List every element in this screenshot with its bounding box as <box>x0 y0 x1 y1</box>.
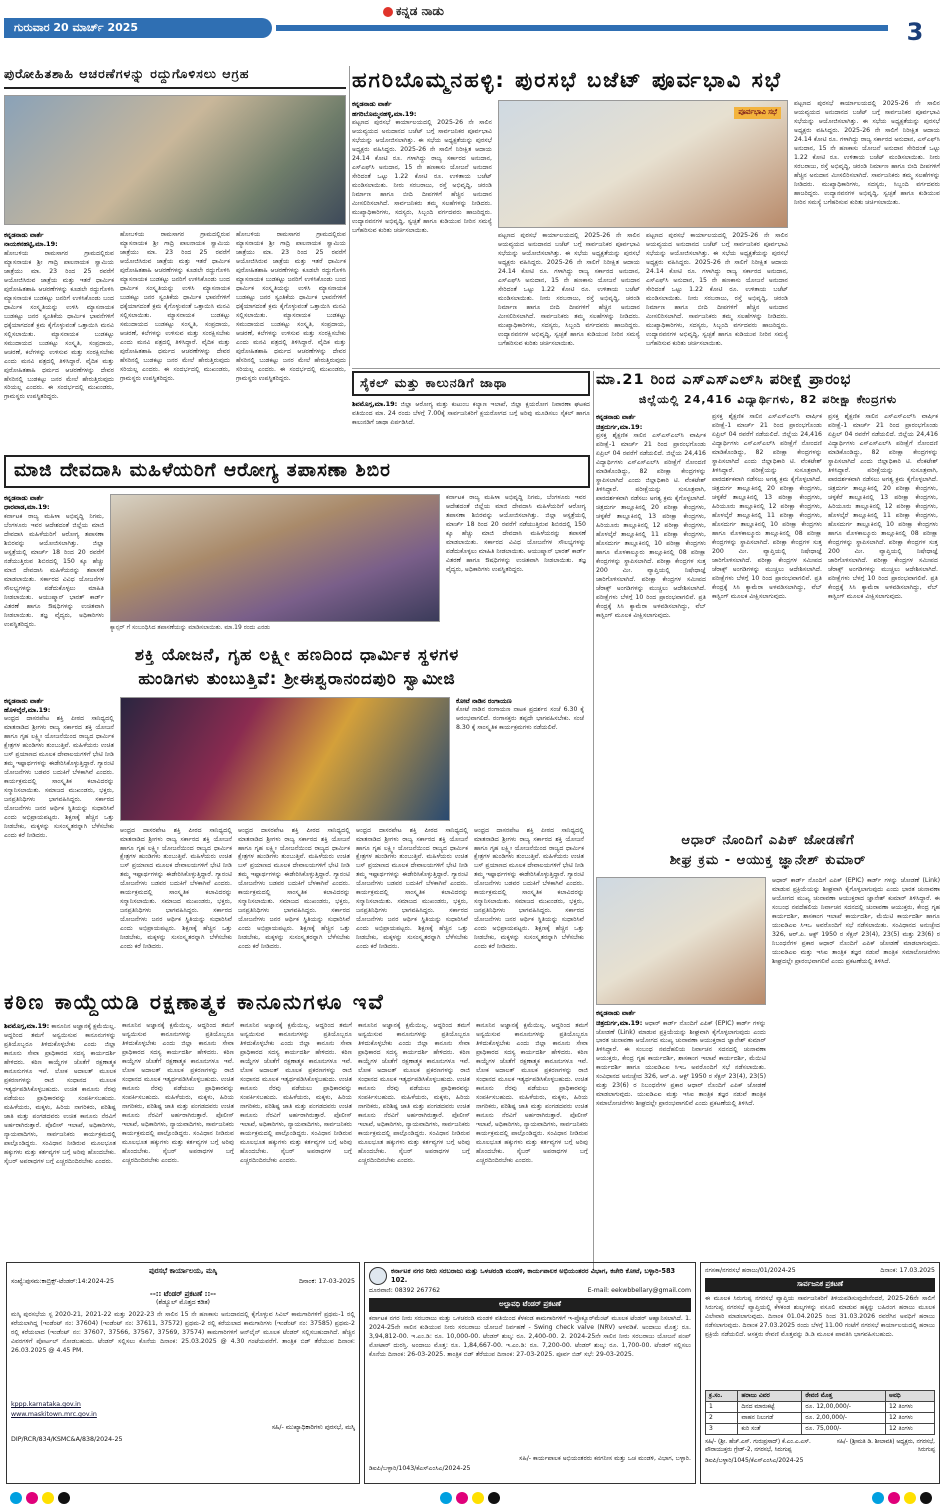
notice-phone: ದೂರವಾಣಿ: 08392 267762 <box>369 1287 441 1294</box>
story-body-col2: ಹೋಬಳಿಯ ರಾಮಸಾಗರ ಗ್ರಾಮದಲ್ಲಿರುವ ಮ್ಯಾಸನಾಯಕ ಶ್ರೀ ಗಾದ್ರಿ ಪಾಲನಾಯಕ ಸ್ವಾಮಿಯ ಜಾತ್ರೆಯು ಮಾ. 23 ರಿಂದ 25 ರವರೆಗೆ ಆಯೋಜಿಸಿರುವ ಜಾತ್ರೆಯ ಮತ್ತು ಇತರೆ ಧಾರ್ಮಿಕ ಪುರೋಹಿತಶಾಹಿ ಆಚರಣೆಗಳನ್ನು ಕೂಡಲೇ ರದ್ದುಗೊಳಿಸಿ ಮ್ಯಾಸನಾಯಕ ಬುಡಕಟ್ಟು ಜನರಿಗೆ ಉಳಿಸಿಕೊಂಡು ಬಂದ ಧಾರ್ಮಿಕ ಸಂಸ್ಕೃತಿಯನ್ನು ಉಳಿಸಿ ಮ್ಯಾಸನಾಯಕ ಬುಡಕಟ್ಟು ಜನರ ಸ್ವಂತಿಕೆಯ ಧಾರ್ಮಿಕ ಭಾವನೆಗಳಿಗೆ ಧಕ್ಕೆಯಾಗದಂತೆ ಕ್ರಮ ಕೈಗೊಳ್ಳುವಂತೆ ಒತ್ತಾಯಿಸಿ ಮನವಿ ಸಲ್ಲಿಸಲಾಯಿತು. ಮ್ಯಾಸನಾಯಕ ಬುಡಕಟ್ಟು ಸಮುದಾಯದ ಬುಡಕಟ್ಟು ಸಂಸ್ಕೃತಿ, ಸಂಪ್ರದಾಯ, ಆಚರಣೆ, ಕಲೆಗಳನ್ನು ಉಳಿಸುವ ಮತ್ತು ಸಂರಕ್ಷಿಸಬೇಕು ಎಂದು ಮನವಿ ಪತ್ರದಲ್ಲಿ ತಿಳಿಸಿದ್ದಾರೆ. ವೈದಿಕ ಮತ್ತು ಪುರೋಹಿತಶಾಹಿ ಧರ್ಮದ ಆಚರಣೆಗಳನ್ನು ದೇವರ ಹೆಸರಿನಲ್ಲಿ ಬುಡಕಟ್ಟು ಜನರ ಮೇಲೆ ಹೇರುತ್ತಿರುವುದು ಸರಿಯಲ್ಲ ಎಂದರು. ಈ ಸಂದರ್ಭದಲ್ಲಿ ಮುಖಂಡರು, ಗ್ರಾಮಸ್ಥರು ಉಪಸ್ಥಿತರಿದ್ದರು. <box>120 230 230 382</box>
story-headline: ಹಗರಿಬೊಮ್ಮನಹಳ್ಳಿ: ಪುರಸಭೆ ಬಜೆಟ್ ಪೂರ್ವಭಾವಿ ಸಭೆ <box>352 68 782 92</box>
story-body: ಆಧಾರ್ ಕಾರ್ಡ್ ನೊಂದಿಗೆ ಎಪಿಕ್ (EPIC) ಕಾರ್ಡ್ ಗಳನ್ನು ಜೋಡಣೆ (Link) ಮಾಡುವ ಪ್ರಕ್ರಿಯೆಯನ್ನು ಶೀಘ್ರವಾಗಿ ಕೈಗೊಳ್ಳಲಾಗುವುದು ಎಂದು ಭಾರತ ಚುನಾವಣಾ ಆಯೋಗದ ಮುಖ್ಯ ಚುನಾವಣಾ ಆಯುಕ್ತರಾದ ಜ್ಞಾನೇಶ್ ಕುಮಾರ್ ತಿಳಿಸಿದ್ದಾರೆ. ಈ ಸಂಬಂಧ ನವದೆಹಲಿಯ ನಿರ್ವಾಚನ ಸದನದಲ್ಲಿ ಚುನಾವಣಾ ಆಯುಕ್ತರು, ಕೇಂದ್ರ ಗೃಹ ಕಾರ್ಯದರ್ಶಿ, ಶಾಸಕಾಂಗ ಇಲಾಖೆ ಕಾರ್ಯದರ್ಶಿ, ಮೆಯಿಟಿ ಕಾರ್ಯದರ್ಶಿ ಹಾಗೂ ಯುಐಡಿಎಐ ಸಿಇಒ ಅವರೊಂದಿಗೆ ಸಭೆ ನಡೆಸಲಾಯಿತು. ಸಂವಿಧಾನದ ಅನುಚ್ಛೇದ 326, ಆರ್.ಪಿ. ಆಕ್ಟ್ 1950 ರ ಸೆಕ್ಷನ್ 23(4), 23(5) ಮತ್ತು 23(6) ರ ನಿಬಂಧನೆಗಳ ಪ್ರಕಾರ ಆಧಾರ್ ನೊಂದಿಗೆ ಎಪಿಕ್ ಜೋಡಣೆ ಮಾಡಲಾಗುವುದು. ಯುಐಡಿಎಐ ಮತ್ತು ಇಸಿಐ ತಾಂತ್ರಿಕ ತಜ್ಞರ ನಡುವೆ ತಾಂತ್ರಿಕ ಸಮಾಲೋಚನೆಗಳು ಶೀಘ್ರದಲ್ಲೇ ಪ್ರಾರಂಭವಾಗಲಿವೆ ಎಂದು ಪ್ರಕಟಣೆಯಲ್ಲಿ ತಿಳಿಸಿದೆ. <box>596 1019 766 1108</box>
table-cell: ವಾಹನ ನಿಲುಗಡೆ <box>738 1412 802 1423</box>
story-dateline: ಶಿವಮೊಗ್ಗ,ಮಾ.19: <box>352 399 398 408</box>
tender-notice-ballari <box>364 1262 696 1484</box>
page-header <box>0 0 945 46</box>
story-body: ಪ್ರಸಕ್ತ ಶೈಕ್ಷಣಿಕ ಸಾಲಿನ ಎಸ್‌ಎಸ್‌ಎಲ್‌ಸಿ ವಾರ್ಷಿಕ ಪರೀಕ್ಷೆ-1 ಮಾರ್ಚ್ 21 ರಿಂದ ಪ್ರಾರಂಭಗೊಂಡು ಏಪ್ರಿಲ್ 04 ರವರೆಗೆ ನಡೆಯಲಿದೆ. ಜಿಲ್ಲೆಯ 24,416 ವಿದ್ಯಾರ್ಥಿಗಳು ಎಸ್‌ಎಸ್‌ಎಲ್‌ಸಿ ಪರೀಕ್ಷೆಗೆ ನೋಂದಣಿ ಮಾಡಿಕೊಂಡಿದ್ದು, 82 ಪರೀಕ್ಷಾ ಕೇಂದ್ರಗಳನ್ನು ಸ್ಥಾಪಿಸಲಾಗಿದೆ ಎಂದು ಜಿಲ್ಲಾಧಿಕಾರಿ ಟಿ. ವೆಂಕಟೇಶ್ ತಿಳಿಸಿದ್ದಾರೆ. ಪರೀಕ್ಷೆಯನ್ನು ಸುಸೂತ್ರವಾಗಿ, ಪಾರದರ್ಶಕವಾಗಿ ನಡೆಸಲು ಅಗತ್ಯ ಕ್ರಮ ಕೈಗೊಳ್ಳಲಾಗಿದೆ. ಚಿತ್ರದುರ್ಗ ತಾಲ್ಲೂಕಿನಲ್ಲಿ 20 ಪರೀಕ್ಷಾ ಕೇಂದ್ರಗಳು, ಚಳ್ಳಕೆರೆ ತಾಲ್ಲೂಕಿನಲ್ಲಿ 13 ಪರೀಕ್ಷಾ ಕೇಂದ್ರಗಳು, ಹಿರಿಯೂರು ತಾಲ್ಲೂಕಿನಲ್ಲಿ 12 ಪರೀಕ್ಷಾ ಕೇಂದ್ರಗಳು, ಹೊಳಲ್ಕೆರೆ ತಾಲ್ಲೂಕಿನಲ್ಲಿ 11 ಪರೀಕ್ಷಾ ಕೇಂದ್ರಗಳು, ಹೊಸದುರ್ಗ ತಾಲ್ಲೂಕಿನಲ್ಲಿ 10 ಪರೀಕ್ಷಾ ಕೇಂದ್ರಗಳು ಹಾಗೂ ಮೊಳಕಾಲ್ಮೂರು ತಾಲ್ಲೂಕಿನಲ್ಲಿ 08 ಪರೀಕ್ಷಾ ಕೇಂದ್ರಗಳನ್ನು ಸ್ಥಾಪಿಸಲಾಗಿದೆ. ಪರೀಕ್ಷಾ ಕೇಂದ್ರಗಳ ಸುತ್ತ 200 ಮೀ. ವ್ಯಾಪ್ತಿಯಲ್ಲಿ ನಿಷೇಧಾಜ್ಞೆ ಜಾರಿಗೊಳಿಸಲಾಗಿದೆ. ಪರೀಕ್ಷಾ ಕೇಂದ್ರಗಳ ಸಮೀಪದ ಜೆರಾಕ್ಸ್ ಅಂಗಡಿಗಳನ್ನು ಮುಚ್ಚಲು ಆದೇಶಿಸಲಾಗಿದೆ. ಪರೀಕ್ಷೆಗಳು ಬೆಳಗ್ಗೆ 10 ರಿಂದ ಪ್ರಾರಂಭವಾಗಲಿವೆ. ಪ್ರತಿ ಕೇಂದ್ರಕ್ಕೆ ಸಿಸಿ ಕ್ಯಾಮೆರಾ ಅಳವಡಿಸಲಾಗಿದ್ದು, ವೆಬ್ ಕಾಸ್ಟಿಂಗ್ ಮೂಲಕ ವೀಕ್ಷಿಸಲಾಗುವುದು. <box>596 432 706 619</box>
notice-date: ದಿನಾಂಕ: 17-03-2025 <box>298 1278 355 1286</box>
story-headline: ಮಾ.21 ರಿಂದ ಎಸ್‌ಎಸ್‌ಎಲ್‌ಸಿ ಪರೀಕ್ಷೆ ಪ್ರಾರಂಭ <box>596 372 852 388</box>
story-byline: ಕನ್ನಡನಾಡು ವಾರ್ತೆ <box>4 493 44 502</box>
column-divider <box>593 371 594 1271</box>
registration-mark <box>440 1492 452 1504</box>
story-protective-laws <box>4 988 590 1253</box>
story-sslc-exam <box>596 371 940 831</box>
sidebar-body: ಕೋಟೆ ನಾಡಿನ ರಂಗಾಯಣ ನಾಟಕ ಪ್ರದರ್ಶನ ಸಂಜೆ 6.30 ಕ್ಕೆ ಆರಂಭವಾಗಲಿದೆ. ರಂಗಾಸಕ್ತರು ತಪ್ಪದೇ ಭಾಗವಹಿಸಬೇಕು. ಸಂಜೆ 8.30 ಕ್ಕೆ ಸಾಂಸ್ಕೃತಿಕ ಕಾರ್ಯಕ್ರಮಗಳು ನಡೆಯಲಿವೆ. <box>456 705 584 731</box>
notice-dip: ಡಿಐಪಿ/ಬಳ್ಳಾರಿ/1045/ಕೆಎಸ್‌ಎಂಸಿಎ/2024-25 <box>705 1456 804 1464</box>
table-cell: 1 <box>706 1401 738 1412</box>
notice-signature: ಸಹಿ/- ಕಾರ್ಯಪಾಲಕ ಅಭಿಯಂತರರು ಕನಗನೀಸ ಮತ್ತು ಒಚ ಮಂಡಳಿ, ವಿಭಾಗ, ಬಳ್ಳಾರಿ. <box>519 1454 691 1462</box>
story-body-col3: ಕಾನೂನಿನ ಅಜ್ಞಾನಕ್ಕೆ ಕ್ಷಮೆಯಿಲ್ಲ. ಆದ್ದರಿಂದ ತಮಗೆ ಅನ್ವಯಿಸುವ ಕಾನೂನುಗಳನ್ನು ಪ್ರತಿಯೊಬ್ಬರೂ ತಿಳಿದುಕೊಳ್ಳಬೇಕು ಎಂದು ಜಿಲ್ಲಾ ಕಾನೂನು ಸೇವಾ ಪ್ರಾಧಿಕಾರದ ಸದಸ್ಯ ಕಾರ್ಯದರ್ಶಿ ಹೇಳಿದರು. ಕಠಿಣ ಕಾಯ್ದೆಗಳ ಜೊತೆಗೆ ರಕ್ಷಣಾತ್ಮಕ ಕಾನೂನುಗಳೂ ಇವೆ. ಲೋಕ ಅದಾಲತ್ ಮೂಲಕ ಪ್ರಕರಣಗಳನ್ನು ರಾಜಿ ಸಂಧಾನದ ಮೂಲಕ ಇತ್ಯರ್ಥಪಡಿಸಿಕೊಳ್ಳಬಹುದು. ಉಚಿತ ಕಾನೂನು ನೆರವು ಪಡೆಯಲು ಪ್ರಾಧಿಕಾರವನ್ನು ಸಂಪರ್ಕಿಸಬಹುದು. ಮಹಿಳೆಯರು, ಮಕ್ಕಳು, ಹಿರಿಯ ನಾಗರಿಕರು, ಪರಿಶಿಷ್ಟ ಜಾತಿ ಮತ್ತು ಪಂಗಡದವರು ಉಚಿತ ಕಾನೂನು ನೆರವಿಗೆ ಅರ್ಹರಾಗಿರುತ್ತಾರೆ. ಪೊಲೀಸ್ ಇಲಾಖೆ, ಅಧಿಕಾರಿಗಳು, ನ್ಯಾಯವಾದಿಗಳು, ಸಾರ್ವಜನಿಕರು ಕಾರ್ಯಕ್ರಮದಲ್ಲಿ ಪಾಲ್ಗೊಂಡಿದ್ದರು. ಸಂವಿಧಾನ ನೀಡಿರುವ ಮೂಲಭೂತ ಹಕ್ಕುಗಳು ಮತ್ತು ಕರ್ತವ್ಯಗಳ ಬಗ್ಗೆ ಅರಿವು ಹೊಂದಬೇಕು. ಸೈಬರ್ ಅಪರಾಧಗಳ ಬಗ್ಗೆ ಎಚ್ಚರದಿಂದಿರಬೇಕು ಎಂದರು. <box>240 1022 352 1165</box>
table-header: ಹರಾಜು ವಿವರ <box>738 1390 802 1401</box>
story-aadhaar-epic <box>596 832 940 1272</box>
meeting-photo <box>498 100 788 228</box>
kuwsdb-logo-icon <box>369 1267 387 1285</box>
notice-dip: ಡಿಐಪಿ/ಬಳ್ಳಾರಿ/1043/ಕೆಎಸ್‌ಎಂಸಿಎ/2024-25 <box>369 1465 471 1473</box>
story-byline: ಕನ್ನಡನಾಡು ವಾರ್ತೆ <box>352 100 392 109</box>
stage-photo <box>120 697 450 821</box>
table-cell: ರೂ. 75,000/- <box>802 1424 886 1435</box>
registration-mark <box>42 1492 54 1504</box>
table-cell: 12 ತಿಂಗಳು <box>885 1424 934 1435</box>
story-dateline: ಚಿತ್ರದುರ್ಗ,ಮಾ.19: <box>596 422 643 431</box>
story-headline-line2: ಹುಂಡಿಗಳು ತುಂಬುತ್ತಿವೆ: ಶ್ರೀಈಶ್ವರಾನಂದಪುರಿ ಸ್ವಾಮೀಜಿ <box>138 669 456 689</box>
story-body-col2: ಪಟ್ಟಣದ ಪುರಸಭೆ ಕಾರ್ಯಾಲಯದಲ್ಲಿ 2025-26 ನೇ ಸಾಲಿನ ಆಯವ್ಯಯದ ಅನುದಾನದ ಬಜೆಟ್ ಬಗ್ಗೆ ಸಾರ್ವಜನಿಕರ ಪೂರ್ವಭಾವಿ ಸಭೆಯನ್ನು ಆಯೋಜಿಸಲಾಗಿತ್ತು. ಈ ಸಭೆಯ ಅಧ್ಯಕ್ಷತೆಯನ್ನು ಪುರಸಭೆ ಅಧ್ಯಕ್ಷರು ವಹಿಸಿದ್ದರು. 2025-26 ನೇ ಸಾಲಿಗೆ ನಿರೀಕ್ಷಿತ ಆದಾಯ 24.14 ಕೋಟಿ ರೂ. ಗಳಾಗಿದ್ದು ರಾಜ್ಯ ಸರ್ಕಾರದ ಅನುದಾನ, ಎಸ್ಎಫ್‌ಸಿ ಅನುದಾನ, 15 ನೇ ಹಣಕಾಸು ಯೋಜನೆ ಅನುದಾನ ಸೇರಿದಂತೆ ಒಟ್ಟು 1.22 ಕೋಟಿ ರೂ. ಉಳಿತಾಯ ಬಜೆಟ್ ಮಂಡಿಸಲಾಯಿತು. ನೀರು ಸರಬರಾಜು, ರಸ್ತೆ ಅಭಿವೃದ್ಧಿ, ಚರಂಡಿ ನಿರ್ಮಾಣ ಹಾಗೂ ಬೀದಿ ದೀಪಗಳಿಗೆ ಹೆಚ್ಚಿನ ಅನುದಾನ ಮೀಸಲಿರಿಸಲಾಗಿದೆ. ಸಾರ್ವಜನಿಕರು ತಮ್ಮ ಸಲಹೆಗಳನ್ನು ನೀಡಿದರು. ಮುಖ್ಯಾಧಿಕಾರಿಗಳು, ಸದಸ್ಯರು, ಸಿಬ್ಬಂದಿ ವರ್ಗದವರು ಹಾಜರಿದ್ದರು. ಉದ್ಯಾನವನಗಳ ಅಭಿವೃದ್ಧಿ, ಸ್ವಚ್ಛತೆ ಹಾಗೂ ಕುಡಿಯುವ ನೀರಿನ ಸಮಸ್ಯೆ ಬಗೆಹರಿಸುವ ಕುರಿತು ಚರ್ಚಿಸಲಾಯಿತು. <box>498 232 640 348</box>
story-body-col3: ಪ್ರಸಕ್ತ ಶೈಕ್ಷಣಿಕ ಸಾಲಿನ ಎಸ್‌ಎಸ್‌ಎಲ್‌ಸಿ ವಾರ್ಷಿಕ ಪರೀಕ್ಷೆ-1 ಮಾರ್ಚ್ 21 ರಿಂದ ಪ್ರಾರಂಭಗೊಂಡು ಏಪ್ರಿಲ್ 04 ರವರೆಗೆ ನಡೆಯಲಿದೆ. ಜಿಲ್ಲೆಯ 24,416 ವಿದ್ಯಾರ್ಥಿಗಳು ಎಸ್‌ಎಸ್‌ಎಲ್‌ಸಿ ಪರೀಕ್ಷೆಗೆ ನೋಂದಣಿ ಮಾಡಿಕೊಂಡಿದ್ದು, 82 ಪರೀಕ್ಷಾ ಕೇಂದ್ರಗಳನ್ನು ಸ್ಥಾಪಿಸಲಾಗಿದೆ ಎಂದು ಜಿಲ್ಲಾಧಿಕಾರಿ ಟಿ. ವೆಂಕಟೇಶ್ ತಿಳಿಸಿದ್ದಾರೆ. ಪರೀಕ್ಷೆಯನ್ನು ಸುಸೂತ್ರವಾಗಿ, ಪಾರದರ್ಶಕವಾಗಿ ನಡೆಸಲು ಅಗತ್ಯ ಕ್ರಮ ಕೈಗೊಳ್ಳಲಾಗಿದೆ. ಚಿತ್ರದುರ್ಗ ತಾಲ್ಲೂಕಿನಲ್ಲಿ 20 ಪರೀಕ್ಷಾ ಕೇಂದ್ರಗಳು, ಚಳ್ಳಕೆರೆ ತಾಲ್ಲೂಕಿನಲ್ಲಿ 13 ಪರೀಕ್ಷಾ ಕೇಂದ್ರಗಳು, ಹಿರಿಯೂರು ತಾಲ್ಲೂಕಿನಲ್ಲಿ 12 ಪರೀಕ್ಷಾ ಕೇಂದ್ರಗಳು, ಹೊಳಲ್ಕೆರೆ ತಾಲ್ಲೂಕಿನಲ್ಲಿ 11 ಪರೀಕ್ಷಾ ಕೇಂದ್ರಗಳು, ಹೊಸದುರ್ಗ ತಾಲ್ಲೂಕಿನಲ್ಲಿ 10 ಪರೀಕ್ಷಾ ಕೇಂದ್ರಗಳು ಹಾಗೂ ಮೊಳಕಾಲ್ಮೂರು ತಾಲ್ಲೂಕಿನಲ್ಲಿ 08 ಪರೀಕ್ಷಾ ಕೇಂದ್ರಗಳನ್ನು ಸ್ಥಾಪಿಸಲಾಗಿದೆ. ಪರೀಕ್ಷಾ ಕೇಂದ್ರಗಳ ಸುತ್ತ 200 ಮೀ. ವ್ಯಾಪ್ತಿಯಲ್ಲಿ ನಿಷೇಧಾಜ್ಞೆ ಜಾರಿಗೊಳಿಸಲಾಗಿದೆ. ಪರೀಕ್ಷಾ ಕೇಂದ್ರಗಳ ಸಮೀಪದ ಜೆರಾಕ್ಸ್ ಅಂಗಡಿಗಳನ್ನು ಮುಚ್ಚಲು ಆದೇಶಿಸಲಾಗಿದೆ. ಪರೀಕ್ಷೆಗಳು ಬೆಳಗ್ಗೆ 10 ರಿಂದ ಪ್ರಾರಂಭವಾಗಲಿವೆ. ಪ್ರತಿ ಕೇಂದ್ರಕ್ಕೆ ಸಿಸಿ ಕ್ಯಾಮೆರಾ ಅಳವಡಿಸಲಾಗಿದ್ದು, ವೆಬ್ ಕಾಸ್ಟಿಂಗ್ ಮೂಲಕ ವೀಕ್ಷಿಸಲಾಗುವುದು. <box>828 413 938 601</box>
section-divider <box>352 368 940 369</box>
notice-ref: ಸಂಖ್ಯೆ:ಪುಸಮ:ಕಾಬ್ರಿಕ್ಸ್-ಟೆಂಡರ್:14:2024-25 <box>11 1278 114 1286</box>
story-body-col2: ಕರ್ನಾಟಕ ರಾಜ್ಯ ಮಹಿಳಾ ಅಭಿವೃದ್ಧಿ ನಿಗಮ, ಬೆಂಗಳೂರು ಇವರ ಆದೇಶದಂತೆ ಜಿಲ್ಲೆಯ ಮಾಜಿ ದೇವದಾಸಿ ಮಹಿಳೆಯರಿಗೆ ಆರೋಗ್ಯ ತಪಾಸಣಾ ಶಿಬಿರವನ್ನು ಆಯೋಜಿಸಲಾಗಿತ್ತು. ಜಿಲ್ಲಾ ಆಸ್ಪತ್ರೆಯಲ್ಲಿ ಮಾರ್ಚ್ 18 ರಿಂದ 20 ರವರೆಗೆ ನಡೆಯುತ್ತಿರುವ ಶಿಬಿರದಲ್ಲಿ 150 ಕ್ಕೂ ಹೆಚ್ಚು ಮಾಜಿ ದೇವದಾಸಿ ಮಹಿಳೆಯರನ್ನು ತಪಾಸಣೆ ಮಾಡಲಾಯಿತು. ಸರ್ಕಾರದ ವಿವಿಧ ಯೋಜನೆಗಳ ಸೌಲಭ್ಯಗಳನ್ನು ಪಡೆದುಕೊಳ್ಳಲು ಮಾಹಿತಿ ನೀಡಲಾಯಿತು. ಆಯುಷ್ಮಾನ್ ಭಾರತ್ ಕಾರ್ಡ್ ವಿತರಣೆ ಹಾಗೂ ಔಷಧಿಗಳನ್ನು ಉಚಿತವಾಗಿ ನೀಡಲಾಯಿತು. ತಜ್ಞ ವೈದ್ಯರು, ಅಧಿಕಾರಿಗಳು ಉಪಸ್ಥಿತರಿದ್ದರು. <box>446 493 586 573</box>
registration-mark <box>920 1492 932 1504</box>
notice-body: ಮಸ್ಕಿ ಪುರಸಭೆಯ ಸ್ಟ 2020-21, 2021-22 ಮತ್ತು 2022-23 ನೇ ಸಾಲಿನ 15 ನೇ ಹಣಕಾಸು ಅನುದಾನದಲ್ಲಿ ಕೈಗೊಳ್ಳುವ ಸಿವಿಲ್ ಕಾಮಗಾರಿಗಳಿಗೆ ಪ್ರಥಮ-1 ರಲ್ಲಿ ಕರೆಯಲಾಗಿದ್ದ (ಇಂಡೆಂಟ್ ನಂ: 37604) (ಇಂಡೆಂಟ್ ನಂ: 37611, 37572) ಪ್ರಥಮ-2 ರಲ್ಲಿ ಕರೆಯಲಾದ ಕಾಮಗಾರಿಗಳು (ಇಂಡೆಂಟ್ ನಂ: 37585) ಪ್ರಥಮ-2 ರಲ್ಲಿ ಕರೆಯಲಾದ (ಇಂಡೆಂಟ್ ನಂ: 37607, 37566, 37567, 37569, 37574) ಕಾಮಗಾರಿಗಳಿಗೆ ಆನ್‌ಲೈನ್ ಮೂಲಕ ಟೆಂಡರ್ ಸಲ್ಲಿಸಬಹುದಾಗಿದೆ. ಹೆಚ್ಚಿನ ವಿವರಗಳಿಗೆ ಪೋರ್ಟಲ್ ನೋಡಬಹುದು. ಟೆಂಡರ್ ಸಲ್ಲಿಸಲು ಕೊನೆಯ ದಿನಾಂಕ: 25.03.2025 @ 4.30 ಗಂಟೆಯವರೆಗೆ. ತಾಂತ್ರಿಕ ಬಿಡ್ ತೆರೆಯುವ ದಿನಾಂಕ: 26.03.2025 @ 4.45 PM. <box>11 1310 355 1354</box>
story-photo <box>4 95 346 225</box>
registration-mark <box>10 1492 22 1504</box>
story-headline: ಕಠಿಣ ಕಾಯ್ದೆಯಡಿ ರಕ್ಷಣಾತ್ಮಕ ಕಾನೂನುಗಳೂ ಇವೆ <box>4 990 385 1014</box>
table-cell: 12 ತಿಂಗಳು <box>885 1412 934 1423</box>
story-body-col3: ಆಂಧ್ರದ ದಾಸರಪೇಟ ಶಕ್ತಿ ಪೀಠದ ಸಾನಿಧ್ಯದಲ್ಲಿ ಮಾತನಾಡಿದ ಶ್ರೀಗಳು ರಾಜ್ಯ ಸರ್ಕಾರದ ಶಕ್ತಿ ಯೋಜನೆ ಹಾಗೂ ಗೃಹ ಲಕ್ಷ್ಮೀ ಯೋಜನೆಯಿಂದ ರಾಜ್ಯದ ಧಾರ್ಮಿಕ ಕ್ಷೇತ್ರಗಳ ಹುಂಡಿಗಳು ತುಂಬುತ್ತಿವೆ. ಮಹಿಳೆಯರು ಉಚಿತ ಬಸ್ ಪ್ರಯಾಣದ ಮೂಲಕ ದೇವಾಲಯಗಳಿಗೆ ಭೇಟಿ ನೀಡಿ ತಮ್ಮ ಇಷ್ಟಾರ್ಥಗಳನ್ನು ಈಡೇರಿಸಿಕೊಳ್ಳುತ್ತಿದ್ದಾರೆ. ಗ್ಯಾರಂಟಿ ಯೋಜನೆಗಳು ಬಡವರ ಬದುಕಿಗೆ ಬೆಳಕಾಗಿವೆ ಎಂದರು. ಕಾರ್ಯಕ್ರಮದಲ್ಲಿ ಸಾಂಸ್ಕೃತಿಕ ಕಲಾವಿದರನ್ನು ಸನ್ಮಾನಿಸಲಾಯಿತು. ಸಮಾಜದ ಮುಖಂಡರು, ಭಕ್ತರು, ಜನಪ್ರತಿನಿಧಿಗಳು ಭಾಗವಹಿಸಿದ್ದರು. ಸರ್ಕಾರದ ಯೋಜನೆಗಳು ಜನರ ಆರ್ಥಿಕ ಸ್ಥಿತಿಯನ್ನು ಸುಧಾರಿಸಿವೆ ಎಂದು ಅಭಿಪ್ರಾಯಪಟ್ಟರು. ಶಿಕ್ಷಣಕ್ಕೆ ಹೆಚ್ಚಿನ ಒತ್ತು ನೀಡಬೇಕು, ಮಕ್ಕಳನ್ನು ಸುಸಂಸ್ಕೃತರನ್ನಾಗಿ ಬೆಳೆಸಬೇಕು ಎಂದು ಕರೆ ನೀಡಿದರು. <box>238 826 350 951</box>
signature-left: ಸಹಿ/- (ಶ್ರೀ. ಹೆಚ್.ಎಸ್. ಗುರುಪ್ರಸಾದ್) ಕೆ.ಎಂ.ಎ.ಎಸ್. ಪೌರಾಯುಕ್ತರು ಗ್ರೇಡ್-2, ನಗರಸಭೆ, ಸಿರುಗುಪ್ಪ <box>705 1439 811 1453</box>
auction-table <box>705 1390 935 1435</box>
notice-body: ಕರ್ನಾಟಕ ನಗರ ನೀರು ಸರಬರಾಜು ಮತ್ತು ಒಳಚರಂಡಿ ಮಂಡಳಿ ವತಿಯಿಂದ ಕೆಳಕಂಡ ಕಾಮಗಾರಿಗಳಿಗೆ ಇ-ಪ್ರೊಕ್ಯೂರ್‌ಮೆಂಟ್ ಮೂಲಕ ಟೆಂಡರ್ ಆಹ್ವಾನಿಸಲಾಗಿದೆ. 1. 2024-25ನೇ ಸಾಲಿನ ಕುಡಿಯುವ ನೀರು ಸರಬರಾಜು ಯೋಜನೆ ನಿರ್ವಹಣೆ - Swing check valve (NRV) ಅಳವಡಿಕೆ. ಅಂದಾಜು ಮೊತ್ತ: ರೂ. 3,94,812-00. ಇ.ಎಂ.ಡಿ: ರೂ. 10,000-00. ಟೆಂಡರ್ ಶುಲ್ಕ: ರೂ. 2,400-00. 2. 2024-25ನೇ ಸಾಲಿನ ನೀರು ಸರಬರಾಜು ಯೋಜನೆ ಪಂಪ್ ಮೋಟಾರ್ ದುರಸ್ತಿ. ಅಂದಾಜು ಮೊತ್ತ: ರೂ. 1,84,667-00. ಇ.ಎಂ.ಡಿ: ರೂ. 7,200-00. ಟೆಂಡರ್ ಶುಲ್ಕ: ರೂ. 1,700-00. ಟೆಂಡರ್ ಸಲ್ಲಿಸಲು ಕೊನೆಯ ದಿನಾಂಕ: 26-03-2025. ತಾಂತ್ರಿಕ ಬಿಡ್ ತೆರೆಯುವ ದಿನಾಂಕ: 27-03-2025. ಪೂರ್ವ ಬಿಡ್ ಸಭೆ: 29-03-2025. <box>369 1314 691 1358</box>
table-row <box>706 1412 935 1423</box>
page-number: 3 <box>906 18 924 46</box>
notice-dip: DIP/RCR/834/KSMC&A/838/2024-25 <box>11 1436 123 1444</box>
table-cell: ಕುರಿ ಸಂತೆ <box>738 1424 802 1435</box>
table-cell: ದಿನದ ಮಾರುಕಟ್ಟೆ <box>738 1401 802 1412</box>
notice-title: ಸಾರ್ವಜನಿಕ ಪ್ರಕಟಣೆ <box>705 1278 935 1291</box>
story-body: ಜಿಲ್ಲಾ ಆರೋಗ್ಯ ಮತ್ತು ಕುಟುಂಬ ಕಲ್ಯಾಣ ಇಲಾಖೆ, ಜಿಲ್ಲಾ ಕ್ಷಯರೋಗ ನಿವಾರಣಾ ಘಟಕದ ವತಿಯಿಂದ ಮಾ. 24 ರಂದು ಬೆಳಗ್ಗೆ 7.00ಕ್ಕೆ ಸಾರ್ವಜನಿಕರಿಗೆ ಕ್ಷಯರೋಗದ ಬಗ್ಗೆ ಅರಿವು ಮೂಡಿಸಲು ಸೈಕಲ್ ಹಾಗೂ ಕಾಲುನಡಿಗೆ ಜಾಥಾ ಏರ್ಪಡಿಸಿದೆ. <box>352 400 590 426</box>
registration-mark <box>904 1492 916 1504</box>
tender-notice-maski <box>6 1262 360 1484</box>
notice-title: --:: ಟೆಂಡರ್ ಪ್ರಕಟಣೆ ::-- <box>149 1289 217 1298</box>
story-dateline: ಹಗರಿಬೊಮ್ಮನಹಳ್ಳಿ,ಮಾ.19: <box>352 109 417 118</box>
meeting-banner: ಪೂರ್ವಭಾವಿ ಸಭೆ <box>734 107 781 118</box>
table-header-row <box>706 1390 935 1401</box>
sidebar-title: ಕೋಟೆ ನಾಡಿನ ರಂಗಾಯಣ <box>456 696 512 705</box>
table-row <box>706 1401 935 1412</box>
table-cell: 12 ತಿಂಗಳು <box>885 1401 934 1412</box>
story-byline: ಕನ್ನಡನಾಡು ವಾರ್ತೆ <box>596 413 636 422</box>
registration-mark <box>456 1492 468 1504</box>
signature-right: ಸಹಿ/- (ಶ್ರೀಮತಿ ಡಿ. ಶೀಲಾವತಿ) ಅಧ್ಯಕ್ಷರು, ನಗರಸಭೆ, ಸಿರುಗುಪ್ಪ <box>836 1439 935 1453</box>
story-dateline: ನಾಯಕನಹಟ್ಟಿ,ಮಾ.19: <box>4 240 58 249</box>
story-body-col2: ಆಧಾರ್ ಕಾರ್ಡ್ ನೊಂದಿಗೆ ಎಪಿಕ್ (EPIC) ಕಾರ್ಡ್ ಗಳನ್ನು ಜೋಡಣೆ (Link) ಮಾಡುವ ಪ್ರಕ್ರಿಯೆಯನ್ನು ಶೀಘ್ರವಾಗಿ ಕೈಗೊಳ್ಳಲಾಗುವುದು ಎಂದು ಭಾರತ ಚುನಾವಣಾ ಆಯೋಗದ ಮುಖ್ಯ ಚುನಾವಣಾ ಆಯುಕ್ತರಾದ ಜ್ಞಾನೇಶ್ ಕುಮಾರ್ ತಿಳಿಸಿದ್ದಾರೆ. ಈ ಸಂಬಂಧ ನವದೆಹಲಿಯ ನಿರ್ವಾಚನ ಸದನದಲ್ಲಿ ಚುನಾವಣಾ ಆಯುಕ್ತರು, ಕೇಂದ್ರ ಗೃಹ ಕಾರ್ಯದರ್ಶಿ, ಶಾಸಕಾಂಗ ಇಲಾಖೆ ಕಾರ್ಯದರ್ಶಿ, ಮೆಯಿಟಿ ಕಾರ್ಯದರ್ಶಿ ಹಾಗೂ ಯುಐಡಿಎಐ ಸಿಇಒ ಅವರೊಂದಿಗೆ ಸಭೆ ನಡೆಸಲಾಯಿತು. ಸಂವಿಧಾನದ ಅನುಚ್ಛೇದ 326, ಆರ್.ಪಿ. ಆಕ್ಟ್ 1950 ರ ಸೆಕ್ಷನ್ 23(4), 23(5) ಮತ್ತು 23(6) ರ ನಿಬಂಧನೆಗಳ ಪ್ರಕಾರ ಆಧಾರ್ ನೊಂದಿಗೆ ಎಪಿಕ್ ಜೋಡಣೆ ಮಾಡಲಾಗುವುದು. ಯುಐಡಿಎಐ ಮತ್ತು ಇಸಿಐ ತಾಂತ್ರಿಕ ತಜ್ಞರ ನಡುವೆ ತಾಂತ್ರಿಕ ಸಮಾಲೋಚನೆಗಳು ಶೀಘ್ರದಲ್ಲೇ ಪ್ರಾರಂಭವಾಗಲಿವೆ ಎಂದು ಪ್ರಕಟಣೆಯಲ್ಲಿ ತಿಳಿಸಿದೆ. <box>772 877 940 965</box>
story-dateline: ಧಾರವಾಡ,ಮಾ.19: <box>4 503 50 512</box>
story-body: ಕರ್ನಾಟಕ ರಾಜ್ಯ ಮಹಿಳಾ ಅಭಿವೃದ್ಧಿ ನಿಗಮ, ಬೆಂಗಳೂರು ಇವರ ಆದೇಶದಂತೆ ಜಿಲ್ಲೆಯ ಮಾಜಿ ದೇವದಾಸಿ ಮಹಿಳೆಯರಿಗೆ ಆರೋಗ್ಯ ತಪಾಸಣಾ ಶಿಬಿರವನ್ನು ಆಯೋಜಿಸಲಾಗಿತ್ತು. ಜಿಲ್ಲಾ ಆಸ್ಪತ್ರೆಯಲ್ಲಿ ಮಾರ್ಚ್ 18 ರಿಂದ 20 ರವರೆಗೆ ನಡೆಯುತ್ತಿರುವ ಶಿಬಿರದಲ್ಲಿ 150 ಕ್ಕೂ ಹೆಚ್ಚು ಮಾಜಿ ದೇವದಾಸಿ ಮಹಿಳೆಯರನ್ನು ತಪಾಸಣೆ ಮಾಡಲಾಯಿತು. ಸರ್ಕಾರದ ವಿವಿಧ ಯೋಜನೆಗಳ ಸೌಲಭ್ಯಗಳನ್ನು ಪಡೆದುಕೊಳ್ಳಲು ಮಾಹಿತಿ ನೀಡಲಾಯಿತು. ಆಯುಷ್ಮಾನ್ ಭಾರತ್ ಕಾರ್ಡ್ ವಿತರಣೆ ಹಾಗೂ ಔಷಧಿಗಳನ್ನು ಉಚಿತವಾಗಿ ನೀಡಲಾಯಿತು. ತಜ್ಞ ವೈದ್ಯರು, ಅಧಿಕಾರಿಗಳು ಉಪಸ್ಥಿತರಿದ್ದರು. <box>4 512 104 628</box>
story-body-col2: ಆಂಧ್ರದ ದಾಸರಪೇಟ ಶಕ್ತಿ ಪೀಠದ ಸಾನಿಧ್ಯದಲ್ಲಿ ಮಾತನಾಡಿದ ಶ್ರೀಗಳು ರಾಜ್ಯ ಸರ್ಕಾರದ ಶಕ್ತಿ ಯೋಜನೆ ಹಾಗೂ ಗೃಹ ಲಕ್ಷ್ಮೀ ಯೋಜನೆಯಿಂದ ರಾಜ್ಯದ ಧಾರ್ಮಿಕ ಕ್ಷೇತ್ರಗಳ ಹುಂಡಿಗಳು ತುಂಬುತ್ತಿವೆ. ಮಹಿಳೆಯರು ಉಚಿತ ಬಸ್ ಪ್ರಯಾಣದ ಮೂಲಕ ದೇವಾಲಯಗಳಿಗೆ ಭೇಟಿ ನೀಡಿ ತಮ್ಮ ಇಷ್ಟಾರ್ಥಗಳನ್ನು ಈಡೇರಿಸಿಕೊಳ್ಳುತ್ತಿದ್ದಾರೆ. ಗ್ಯಾರಂಟಿ ಯೋಜನೆಗಳು ಬಡವರ ಬದುಕಿಗೆ ಬೆಳಕಾಗಿವೆ ಎಂದರು. ಕಾರ್ಯಕ್ರಮದಲ್ಲಿ ಸಾಂಸ್ಕೃತಿಕ ಕಲಾವಿದರನ್ನು ಸನ್ಮಾನಿಸಲಾಯಿತು. ಸಮಾಜದ ಮುಖಂಡರು, ಭಕ್ತರು, ಜನಪ್ರತಿನಿಧಿಗಳು ಭಾಗವಹಿಸಿದ್ದರು. ಸರ್ಕಾರದ ಯೋಜನೆಗಳು ಜನರ ಆರ್ಥಿಕ ಸ್ಥಿತಿಯನ್ನು ಸುಧಾರಿಸಿವೆ ಎಂದು ಅಭಿಪ್ರಾಯಪಟ್ಟರು. ಶಿಕ್ಷಣಕ್ಕೆ ಹೆಚ್ಚಿನ ಒತ್ತು ನೀಡಬೇಕು, ಮಕ್ಕಳನ್ನು ಸುಸಂಸ್ಕೃತರನ್ನಾಗಿ ಬೆಳೆಸಬೇಕು ಎಂದು ಕರೆ ನೀಡಿದರು. <box>120 826 232 951</box>
story-dateline: ಹೊಳಲ್ಕೆರೆ,ಮಾ.19: <box>4 705 51 714</box>
story-body-col4: ಕಾನೂನಿನ ಅಜ್ಞಾನಕ್ಕೆ ಕ್ಷಮೆಯಿಲ್ಲ. ಆದ್ದರಿಂದ ತಮಗೆ ಅನ್ವಯಿಸುವ ಕಾನೂನುಗಳನ್ನು ಪ್ರತಿಯೊಬ್ಬರೂ ತಿಳಿದುಕೊಳ್ಳಬೇಕು ಎಂದು ಜಿಲ್ಲಾ ಕಾನೂನು ಸೇವಾ ಪ್ರಾಧಿಕಾರದ ಸದಸ್ಯ ಕಾರ್ಯದರ್ಶಿ ಹೇಳಿದರು. ಕಠಿಣ ಕಾಯ್ದೆಗಳ ಜೊತೆಗೆ ರಕ್ಷಣಾತ್ಮಕ ಕಾನೂನುಗಳೂ ಇವೆ. ಲೋಕ ಅದಾಲತ್ ಮೂಲಕ ಪ್ರಕರಣಗಳನ್ನು ರಾಜಿ ಸಂಧಾನದ ಮೂಲಕ ಇತ್ಯರ್ಥಪಡಿಸಿಕೊಳ್ಳಬಹುದು. ಉಚಿತ ಕಾನೂನು ನೆರವು ಪಡೆಯಲು ಪ್ರಾಧಿಕಾರವನ್ನು ಸಂಪರ್ಕಿಸಬಹುದು. ಮಹಿಳೆಯರು, ಮಕ್ಕಳು, ಹಿರಿಯ ನಾಗರಿಕರು, ಪರಿಶಿಷ್ಟ ಜಾತಿ ಮತ್ತು ಪಂಗಡದವರು ಉಚಿತ ಕಾನೂನು ನೆರವಿಗೆ ಅರ್ಹರಾಗಿರುತ್ತಾರೆ. ಪೊಲೀಸ್ ಇಲಾಖೆ, ಅಧಿಕಾರಿಗಳು, ನ್ಯಾಯವಾದಿಗಳು, ಸಾರ್ವಜನಿಕರು ಕಾರ್ಯಕ್ರಮದಲ್ಲಿ ಪಾಲ್ಗೊಂಡಿದ್ದರು. ಸಂವಿಧಾನ ನೀಡಿರುವ ಮೂಲಭೂತ ಹಕ್ಕುಗಳು ಮತ್ತು ಕರ್ತವ್ಯಗಳ ಬಗ್ಗೆ ಅರಿವು ಹೊಂದಬೇಕು. ಸೈಬರ್ ಅಪರಾಧಗಳ ಬಗ್ಗೆ ಎಚ್ಚರದಿಂದಿರಬೇಕು ಎಂದರು. <box>358 1022 470 1165</box>
story-headline: ಮಾಜಿ ದೇವದಾಸಿ ಮಹಿಳೆಯರಿಗೆ ಆರೋಗ್ಯ ತಪಾಸಣಾ ಶಿಬಿರ <box>4 455 590 488</box>
story-dateline: ಚಿತ್ರದುರ್ಗ,ಮಾ.19: <box>596 1018 643 1027</box>
aadhaar-photo <box>596 877 766 1005</box>
story-body-col5: ಕಾನೂನಿನ ಅಜ್ಞಾನಕ್ಕೆ ಕ್ಷಮೆಯಿಲ್ಲ. ಆದ್ದರಿಂದ ತಮಗೆ ಅನ್ವಯಿಸುವ ಕಾನೂನುಗಳನ್ನು ಪ್ರತಿಯೊಬ್ಬರೂ ತಿಳಿದುಕೊಳ್ಳಬೇಕು ಎಂದು ಜಿಲ್ಲಾ ಕಾನೂನು ಸೇವಾ ಪ್ರಾಧಿಕಾರದ ಸದಸ್ಯ ಕಾರ್ಯದರ್ಶಿ ಹೇಳಿದರು. ಕಠಿಣ ಕಾಯ್ದೆಗಳ ಜೊತೆಗೆ ರಕ್ಷಣಾತ್ಮಕ ಕಾನೂನುಗಳೂ ಇವೆ. ಲೋಕ ಅದಾಲತ್ ಮೂಲಕ ಪ್ರಕರಣಗಳನ್ನು ರಾಜಿ ಸಂಧಾನದ ಮೂಲಕ ಇತ್ಯರ್ಥಪಡಿಸಿಕೊಳ್ಳಬಹುದು. ಉಚಿತ ಕಾನೂನು ನೆರವು ಪಡೆಯಲು ಪ್ರಾಧಿಕಾರವನ್ನು ಸಂಪರ್ಕಿಸಬಹುದು. ಮಹಿಳೆಯರು, ಮಕ್ಕಳು, ಹಿರಿಯ ನಾಗರಿಕರು, ಪರಿಶಿಷ್ಟ ಜಾತಿ ಮತ್ತು ಪಂಗಡದವರು ಉಚಿತ ಕಾನೂನು ನೆರವಿಗೆ ಅರ್ಹರಾಗಿರುತ್ತಾರೆ. ಪೊಲೀಸ್ ಇಲಾಖೆ, ಅಧಿಕಾರಿಗಳು, ನ್ಯಾಯವಾದಿಗಳು, ಸಾರ್ವಜನಿಕರು ಕಾರ್ಯಕ್ರಮದಲ್ಲಿ ಪಾಲ್ಗೊಂಡಿದ್ದರು. ಸಂವಿಧಾನ ನೀಡಿರುವ ಮೂಲಭೂತ ಹಕ್ಕುಗಳು ಮತ್ತು ಕರ್ತವ್ಯಗಳ ಬಗ್ಗೆ ಅರಿವು ಹೊಂದಬೇಕು. ಸೈಬರ್ ಅಪರಾಧಗಳ ಬಗ್ಗೆ ಎಚ್ಚರದಿಂದಿರಬೇಕು ಎಂದರು. <box>476 1022 588 1165</box>
story-body: ಹೋಬಳಿಯ ರಾಮಸಾಗರ ಗ್ರಾಮದಲ್ಲಿರುವ ಮ್ಯಾಸನಾಯಕ ಶ್ರೀ ಗಾದ್ರಿ ಪಾಲನಾಯಕ ಸ್ವಾಮಿಯ ಜಾತ್ರೆಯು ಮಾ. 23 ರಿಂದ 25 ರವರೆಗೆ ಆಯೋಜಿಸಿರುವ ಜಾತ್ರೆಯ ಮತ್ತು ಇತರೆ ಧಾರ್ಮಿಕ ಪುರೋಹಿತಶಾಹಿ ಆಚರಣೆಗಳನ್ನು ಕೂಡಲೇ ರದ್ದುಗೊಳಿಸಿ ಮ್ಯಾಸನಾಯಕ ಬುಡಕಟ್ಟು ಜನರಿಗೆ ಉಳಿಸಿಕೊಂಡು ಬಂದ ಧಾರ್ಮಿಕ ಸಂಸ್ಕೃತಿಯನ್ನು ಉಳಿಸಿ ಮ್ಯಾಸನಾಯಕ ಬುಡಕಟ್ಟು ಜನರ ಸ್ವಂತಿಕೆಯ ಧಾರ್ಮಿಕ ಭಾವನೆಗಳಿಗೆ ಧಕ್ಕೆಯಾಗದಂತೆ ಕ್ರಮ ಕೈಗೊಳ್ಳುವಂತೆ ಒತ್ತಾಯಿಸಿ ಮನವಿ ಸಲ್ಲಿಸಲಾಯಿತು. ಮ್ಯಾಸನಾಯಕ ಬುಡಕಟ್ಟು ಸಮುದಾಯದ ಬುಡಕಟ್ಟು ಸಂಸ್ಕೃತಿ, ಸಂಪ್ರದಾಯ, ಆಚರಣೆ, ಕಲೆಗಳನ್ನು ಉಳಿಸುವ ಮತ್ತು ಸಂರಕ್ಷಿಸಬೇಕು ಎಂದು ಮನವಿ ಪತ್ರದಲ್ಲಿ ತಿಳಿಸಿದ್ದಾರೆ. ವೈದಿಕ ಮತ್ತು ಪುರೋಹಿತಶಾಹಿ ಧರ್ಮದ ಆಚರಣೆಗಳನ್ನು ದೇವರ ಹೆಸರಿನಲ್ಲಿ ಬುಡಕಟ್ಟು ಜನರ ಮೇಲೆ ಹೇರುತ್ತಿರುವುದು ಸರಿಯಲ್ಲ ಎಂದರು. ಈ ಸಂದರ್ಭದಲ್ಲಿ ಮುಖಂಡರು, ಗ್ರಾಮಸ್ಥರು ಉಪಸ್ಥಿತರಿದ್ದರು. <box>4 249 114 401</box>
story-health-camp <box>4 455 590 641</box>
issue-date: ಗುರುವಾರ 20 ಮಾರ್ಚ್ 2025 <box>4 18 272 38</box>
story-cycle-rally <box>352 371 590 431</box>
portal-link[interactable]: kppp.karnataka.gov.in <box>11 1400 81 1408</box>
notice-title: ಅಲ್ಪಾವಧಿ ಟೆಂಡರ್ ಪ್ರಕಟಣೆ <box>369 1298 691 1311</box>
photo-caption: ಕ್ಯಾನ್ಸರ್ ಗೆ ಸಂಬಂಧಿಸಿದ ತಪಾಸಣೆಯನ್ನು ಮಾಡಿಸಲಾಯಿತು. ಮಾ.19 ರಂದು ಎರಡು <box>110 623 270 631</box>
table-header: ಕ್ರ.ಸಂ. <box>706 1390 738 1401</box>
table-cell: 3 <box>706 1424 738 1435</box>
website-link[interactable]: www.maskitown.mrc.gov.in <box>11 1411 97 1419</box>
table-header: ಠೇವಣಿ ಮೊತ್ತ <box>802 1390 886 1401</box>
notice-subtitle: (ಶೆಡ್ಯೂಲ್ ಮೊತ್ತದ ಕಡಿತ) <box>155 1299 211 1307</box>
masthead: ಕನ್ನಡ ನಾಡು <box>380 4 444 19</box>
story-byline: ಕನ್ನಡನಾಡು ವಾರ್ತೆ <box>4 696 44 705</box>
notice-body: ಈ ಮೂಲಕ ಸಿರುಗುಪ್ಪ ನಗರಸಭೆ ವ್ಯಾಪ್ತಿಯ ಸಾರ್ವಜನಿಕರಿಗೆ ತಿಳಿಯಪಡಿಸುವುದೇನೆಂದರೆ, 2025-26ನೇ ಸಾಲಿಗೆ ಸಿರುಗುಪ್ಪ ನಗರಸಭೆ ವ್ಯಾಪ್ತಿಯಲ್ಲಿ ಕೆಳಕಂಡ ಶುಲ್ಕಗಳನ್ನು ವಸೂಲಿ ಮಾಡುವ ಹಕ್ಕನ್ನು ಬಹಿರಂಗ ಹರಾಜು ಮೂಲಕ ವಿಲೇವಾರಿ ಮಾಡಲಾಗುವುದು. ದಿನಾಂಕ 01.04.2025 ರಿಂದ 31.03.2026 ರವರೆಗಿನ ಅವಧಿಗೆ ಹರಾಜು ನಡೆಸಲಾಗುವುದು. ದಿನಾಂಕ 27.03.2025 ರಂದು ಬೆಳಗ್ಗೆ 11.00 ಗಂಟೆಗೆ ನಗರಸಭೆ ಕಾರ್ಯಾಲಯದಲ್ಲಿ ಹರಾಜು ಪ್ರಕ್ರಿಯೆ ನಡೆಯಲಿದೆ. ಆಸಕ್ತರು ಠೇವಣಿ ಮೊತ್ತವನ್ನು ಡಿ.ಡಿ ಮೂಲಕ ಪಾವತಿಸಿ ಭಾಗವಹಿಸಬಹುದು. <box>705 1294 935 1338</box>
table-cell: ರೂ. 2,00,000/- <box>802 1412 886 1423</box>
public-notice-siruguppa <box>700 1262 940 1484</box>
registration-mark <box>26 1492 38 1504</box>
health-camp-photo <box>110 494 440 622</box>
header-rule <box>276 25 888 31</box>
table-header: ಅವಧಿ <box>885 1390 934 1401</box>
notice-signature: ಸಹಿ/- ಮುಖ್ಯಾಧಿಕಾರಿಗಳು ಪುರಸಭೆ, ಮಸ್ಕಿ <box>271 1423 355 1431</box>
notice-date: ದಿನಾಂಕ: 17.03.2025 <box>880 1267 935 1274</box>
story-headline-2: ಶೀಘ್ರ ಕ್ರಮ - ಆಯುಕ್ತ ಜ್ಞಾನೇಶ್ ಕುಮಾರ್ <box>669 852 867 868</box>
story-headline: ಪುರೋಹಿತಶಾಹಿ ಆಚರಣೆಗಳನ್ನು ರದ್ದುಗೊಳಿಸಲು ಆಗ್ರಹ <box>4 66 346 89</box>
notice-ref: ನಗಸಕಾ/ನಗರಸಭೆ ಹರಾಜು/01/2024-25 <box>705 1267 796 1274</box>
notice-email[interactable]: E-mail: eekwbbellary@gmail.com <box>587 1287 691 1294</box>
story-subhead: ಜಿಲ್ಲೆಯಲ್ಲಿ 24,416 ವಿದ್ಯಾರ್ಥಿಗಳು, 82 ಪರೀಕ್ಷಾ ಕೇಂದ್ರಗಳು <box>638 392 898 406</box>
story-body-col4: ಪಟ್ಟಣದ ಪುರಸಭೆ ಕಾರ್ಯಾಲಯದಲ್ಲಿ 2025-26 ನೇ ಸಾಲಿನ ಆಯವ್ಯಯದ ಅನುದಾನದ ಬಜೆಟ್ ಬಗ್ಗೆ ಸಾರ್ವಜನಿಕರ ಪೂರ್ವಭಾವಿ ಸಭೆಯನ್ನು ಆಯೋಜಿಸಲಾಗಿತ್ತು. ಈ ಸಭೆಯ ಅಧ್ಯಕ್ಷತೆಯನ್ನು ಪುರಸಭೆ ಅಧ್ಯಕ್ಷರು ವಹಿಸಿದ್ದರು. 2025-26 ನೇ ಸಾಲಿಗೆ ನಿರೀಕ್ಷಿತ ಆದಾಯ 24.14 ಕೋಟಿ ರೂ. ಗಳಾಗಿದ್ದು ರಾಜ್ಯ ಸರ್ಕಾರದ ಅನುದಾನ, ಎಸ್ಎಫ್‌ಸಿ ಅನುದಾನ, 15 ನೇ ಹಣಕಾಸು ಯೋಜನೆ ಅನುದಾನ ಸೇರಿದಂತೆ ಒಟ್ಟು 1.22 ಕೋಟಿ ರೂ. ಉಳಿತಾಯ ಬಜೆಟ್ ಮಂಡಿಸಲಾಯಿತು. ನೀರು ಸರಬರಾಜು, ರಸ್ತೆ ಅಭಿವೃದ್ಧಿ, ಚರಂಡಿ ನಿರ್ಮಾಣ ಹಾಗೂ ಬೀದಿ ದೀಪಗಳಿಗೆ ಹೆಚ್ಚಿನ ಅನುದಾನ ಮೀಸಲಿರಿಸಲಾಗಿದೆ. ಸಾರ್ವಜನಿಕರು ತಮ್ಮ ಸಲಹೆಗಳನ್ನು ನೀಡಿದರು. ಮುಖ್ಯಾಧಿಕಾರಿಗಳು, ಸದಸ್ಯರು, ಸಿಬ್ಬಂದಿ ವರ್ಗದವರು ಹಾಜರಿದ್ದರು. ಉದ್ಯಾನವನಗಳ ಅಭಿವೃದ್ಧಿ, ಸ್ವಚ್ಛತೆ ಹಾಗೂ ಕುಡಿಯುವ ನೀರಿನ ಸಮಸ್ಯೆ ಬಗೆಹರಿಸುವ ಕುರಿತು ಚರ್ಚಿಸಲಾಯಿತು. <box>794 100 940 207</box>
registration-mark <box>58 1492 70 1504</box>
registration-mark <box>488 1492 500 1504</box>
story-body-col2: ಪ್ರಸಕ್ತ ಶೈಕ್ಷಣಿಕ ಸಾಲಿನ ಎಸ್‌ಎಸ್‌ಎಲ್‌ಸಿ ವಾರ್ಷಿಕ ಪರೀಕ್ಷೆ-1 ಮಾರ್ಚ್ 21 ರಿಂದ ಪ್ರಾರಂಭಗೊಂಡು ಏಪ್ರಿಲ್ 04 ರವರೆಗೆ ನಡೆಯಲಿದೆ. ಜಿಲ್ಲೆಯ 24,416 ವಿದ್ಯಾರ್ಥಿಗಳು ಎಸ್‌ಎಸ್‌ಎಲ್‌ಸಿ ಪರೀಕ್ಷೆಗೆ ನೋಂದಣಿ ಮಾಡಿಕೊಂಡಿದ್ದು, 82 ಪರೀಕ್ಷಾ ಕೇಂದ್ರಗಳನ್ನು ಸ್ಥಾಪಿಸಲಾಗಿದೆ ಎಂದು ಜಿಲ್ಲಾಧಿಕಾರಿ ಟಿ. ವೆಂಕಟೇಶ್ ತಿಳಿಸಿದ್ದಾರೆ. ಪರೀಕ್ಷೆಯನ್ನು ಸುಸೂತ್ರವಾಗಿ, ಪಾರದರ್ಶಕವಾಗಿ ನಡೆಸಲು ಅಗತ್ಯ ಕ್ರಮ ಕೈಗೊಳ್ಳಲಾಗಿದೆ. ಚಿತ್ರದುರ್ಗ ತಾಲ್ಲೂಕಿನಲ್ಲಿ 20 ಪರೀಕ್ಷಾ ಕೇಂದ್ರಗಳು, ಚಳ್ಳಕೆರೆ ತಾಲ್ಲೂಕಿನಲ್ಲಿ 13 ಪರೀಕ್ಷಾ ಕೇಂದ್ರಗಳು, ಹಿರಿಯೂರು ತಾಲ್ಲೂಕಿನಲ್ಲಿ 12 ಪರೀಕ್ಷಾ ಕೇಂದ್ರಗಳು, ಹೊಳಲ್ಕೆರೆ ತಾಲ್ಲೂಕಿನಲ್ಲಿ 11 ಪರೀಕ್ಷಾ ಕೇಂದ್ರಗಳು, ಹೊಸದುರ್ಗ ತಾಲ್ಲೂಕಿನಲ್ಲಿ 10 ಪರೀಕ್ಷಾ ಕೇಂದ್ರಗಳು ಹಾಗೂ ಮೊಳಕಾಲ್ಮೂರು ತಾಲ್ಲೂಕಿನಲ್ಲಿ 08 ಪರೀಕ್ಷಾ ಕೇಂದ್ರಗಳನ್ನು ಸ್ಥಾಪಿಸಲಾಗಿದೆ. ಪರೀಕ್ಷಾ ಕೇಂದ್ರಗಳ ಸುತ್ತ 200 ಮೀ. ವ್ಯಾಪ್ತಿಯಲ್ಲಿ ನಿಷೇಧಾಜ್ಞೆ ಜಾರಿಗೊಳಿಸಲಾಗಿದೆ. ಪರೀಕ್ಷಾ ಕೇಂದ್ರಗಳ ಸಮೀಪದ ಜೆರಾಕ್ಸ್ ಅಂಗಡಿಗಳನ್ನು ಮುಚ್ಚಲು ಆದೇಶಿಸಲಾಗಿದೆ. ಪರೀಕ್ಷೆಗಳು ಬೆಳಗ್ಗೆ 10 ರಿಂದ ಪ್ರಾರಂಭವಾಗಲಿವೆ. ಪ್ರತಿ ಕೇಂದ್ರಕ್ಕೆ ಸಿಸಿ ಕ್ಯಾಮೆರಾ ಅಳವಡಿಸಲಾಗಿದ್ದು, ವೆಬ್ ಕಾಸ್ಟಿಂಗ್ ಮೂಲಕ ವೀಕ್ಷಿಸಲಾಗುವುದು. <box>712 413 822 601</box>
story-dateline: ಶಿವಮೊಗ್ಗ,ಮಾ.19: <box>4 1022 50 1031</box>
registration-mark <box>472 1492 484 1504</box>
story-body-col5: ಆಂಧ್ರದ ದಾಸರಪೇಟ ಶಕ್ತಿ ಪೀಠದ ಸಾನಿಧ್ಯದಲ್ಲಿ ಮಾತನಾಡಿದ ಶ್ರೀಗಳು ರಾಜ್ಯ ಸರ್ಕಾರದ ಶಕ್ತಿ ಯೋಜನೆ ಹಾಗೂ ಗೃಹ ಲಕ್ಷ್ಮೀ ಯೋಜನೆಯಿಂದ ರಾಜ್ಯದ ಧಾರ್ಮಿಕ ಕ್ಷೇತ್ರಗಳ ಹುಂಡಿಗಳು ತುಂಬುತ್ತಿವೆ. ಮಹಿಳೆಯರು ಉಚಿತ ಬಸ್ ಪ್ರಯಾಣದ ಮೂಲಕ ದೇವಾಲಯಗಳಿಗೆ ಭೇಟಿ ನೀಡಿ ತಮ್ಮ ಇಷ್ಟಾರ್ಥಗಳನ್ನು ಈಡೇರಿಸಿಕೊಳ್ಳುತ್ತಿದ್ದಾರೆ. ಗ್ಯಾರಂಟಿ ಯೋಜನೆಗಳು ಬಡವರ ಬದುಕಿಗೆ ಬೆಳಕಾಗಿವೆ ಎಂದರು. ಕಾರ್ಯಕ್ರಮದಲ್ಲಿ ಸಾಂಸ್ಕೃತಿಕ ಕಲಾವಿದರನ್ನು ಸನ್ಮಾನಿಸಲಾಯಿತು. ಸಮಾಜದ ಮುಖಂಡರು, ಭಕ್ತರು, ಜನಪ್ರತಿನಿಧಿಗಳು ಭಾಗವಹಿಸಿದ್ದರು. ಸರ್ಕಾರದ ಯೋಜನೆಗಳು ಜನರ ಆರ್ಥಿಕ ಸ್ಥಿತಿಯನ್ನು ಸುಧಾರಿಸಿವೆ ಎಂದು ಅಭಿಪ್ರಾಯಪಟ್ಟರು. ಶಿಕ್ಷಣಕ್ಕೆ ಹೆಚ್ಚಿನ ಒತ್ತು ನೀಡಬೇಕು, ಮಕ್ಕಳನ್ನು ಸುಸಂಸ್ಕೃತರನ್ನಾಗಿ ಬೆಳೆಸಬೇಕು ಎಂದು ಕರೆ ನೀಡಿದರು. <box>474 826 584 951</box>
story-shakti-scheme <box>4 644 590 984</box>
notice-office: ಪುರಸಭೆ ಕಾರ್ಯಾಲಯ, ಮಸ್ಕಿ <box>149 1267 217 1275</box>
story-budget-meeting <box>352 66 940 366</box>
registration-mark <box>872 1492 884 1504</box>
table-row <box>706 1424 935 1435</box>
story-body-col2: ಕಾನೂನಿನ ಅಜ್ಞಾನಕ್ಕೆ ಕ್ಷಮೆಯಿಲ್ಲ. ಆದ್ದರಿಂದ ತಮಗೆ ಅನ್ವಯಿಸುವ ಕಾನೂನುಗಳನ್ನು ಪ್ರತಿಯೊಬ್ಬರೂ ತಿಳಿದುಕೊಳ್ಳಬೇಕು ಎಂದು ಜಿಲ್ಲಾ ಕಾನೂನು ಸೇವಾ ಪ್ರಾಧಿಕಾರದ ಸದಸ್ಯ ಕಾರ್ಯದರ್ಶಿ ಹೇಳಿದರು. ಕಠಿಣ ಕಾಯ್ದೆಗಳ ಜೊತೆಗೆ ರಕ್ಷಣಾತ್ಮಕ ಕಾನೂನುಗಳೂ ಇವೆ. ಲೋಕ ಅದಾಲತ್ ಮೂಲಕ ಪ್ರಕರಣಗಳನ್ನು ರಾಜಿ ಸಂಧಾನದ ಮೂಲಕ ಇತ್ಯರ್ಥಪಡಿಸಿಕೊಳ್ಳಬಹುದು. ಉಚಿತ ಕಾನೂನು ನೆರವು ಪಡೆಯಲು ಪ್ರಾಧಿಕಾರವನ್ನು ಸಂಪರ್ಕಿಸಬಹುದು. ಮಹಿಳೆಯರು, ಮಕ್ಕಳು, ಹಿರಿಯ ನಾಗರಿಕರು, ಪರಿಶಿಷ್ಟ ಜಾತಿ ಮತ್ತು ಪಂಗಡದವರು ಉಚಿತ ಕಾನೂನು ನೆರವಿಗೆ ಅರ್ಹರಾಗಿರುತ್ತಾರೆ. ಪೊಲೀಸ್ ಇಲಾಖೆ, ಅಧಿಕಾರಿಗಳು, ನ್ಯಾಯವಾದಿಗಳು, ಸಾರ್ವಜನಿಕರು ಕಾರ್ಯಕ್ರಮದಲ್ಲಿ ಪಾಲ್ಗೊಂಡಿದ್ದರು. ಸಂವಿಧಾನ ನೀಡಿರುವ ಮೂಲಭೂತ ಹಕ್ಕುಗಳು ಮತ್ತು ಕರ್ತವ್ಯಗಳ ಬಗ್ಗೆ ಅರಿವು ಹೊಂದಬೇಕು. ಸೈಬರ್ ಅಪರಾಧಗಳ ಬಗ್ಗೆ ಎಚ್ಚರದಿಂದಿರಬೇಕು ಎಂದರು. <box>122 1022 234 1165</box>
story-headline: ಆಧಾರ್ ನೊಂದಿಗೆ ಎಪಿಕ್ ಜೋಡಣೆಗೆ <box>681 833 855 848</box>
story-body: ಆಂಧ್ರದ ದಾಸರಪೇಟ ಶಕ್ತಿ ಪೀಠದ ಸಾನಿಧ್ಯದಲ್ಲಿ ಮಾತನಾಡಿದ ಶ್ರೀಗಳು ರಾಜ್ಯ ಸರ್ಕಾರದ ಶಕ್ತಿ ಯೋಜನೆ ಹಾಗೂ ಗೃಹ ಲಕ್ಷ್ಮೀ ಯೋಜನೆಯಿಂದ ರಾಜ್ಯದ ಧಾರ್ಮಿಕ ಕ್ಷೇತ್ರಗಳ ಹುಂಡಿಗಳು ತುಂಬುತ್ತಿವೆ. ಮಹಿಳೆಯರು ಉಚಿತ ಬಸ್ ಪ್ರಯಾಣದ ಮೂಲಕ ದೇವಾಲಯಗಳಿಗೆ ಭೇಟಿ ನೀಡಿ ತಮ್ಮ ಇಷ್ಟಾರ್ಥಗಳನ್ನು ಈಡೇರಿಸಿಕೊಳ್ಳುತ್ತಿದ್ದಾರೆ. ಗ್ಯಾರಂಟಿ ಯೋಜನೆಗಳು ಬಡವರ ಬದುಕಿಗೆ ಬೆಳಕಾಗಿವೆ ಎಂದರು. ಕಾರ್ಯಕ್ರಮದಲ್ಲಿ ಸಾಂಸ್ಕೃತಿಕ ಕಲಾವಿದರನ್ನು ಸನ್ಮಾನಿಸಲಾಯಿತು. ಸಮಾಜದ ಮುಖಂಡರು, ಭಕ್ತರು, ಜನಪ್ರತಿನಿಧಿಗಳು ಭಾಗವಹಿಸಿದ್ದರು. ಸರ್ಕಾರದ ಯೋಜನೆಗಳು ಜನರ ಆರ್ಥಿಕ ಸ್ಥಿತಿಯನ್ನು ಸುಧಾರಿಸಿವೆ ಎಂದು ಅಭಿಪ್ರಾಯಪಟ್ಟರು. ಶಿಕ್ಷಣಕ್ಕೆ ಹೆಚ್ಚಿನ ಒತ್ತು ನೀಡಬೇಕು, ಮಕ್ಕಳನ್ನು ಸುಸಂಸ್ಕೃತರನ್ನಾಗಿ ಬೆಳೆಸಬೇಕು ಎಂದು ಕರೆ ನೀಡಿದರು. <box>4 715 114 840</box>
column-divider <box>349 66 350 366</box>
story-body-col3: ಹೋಬಳಿಯ ರಾಮಸಾಗರ ಗ್ರಾಮದಲ್ಲಿರುವ ಮ್ಯಾಸನಾಯಕ ಶ್ರೀ ಗಾದ್ರಿ ಪಾಲನಾಯಕ ಸ್ವಾಮಿಯ ಜಾತ್ರೆಯು ಮಾ. 23 ರಿಂದ 25 ರವರೆಗೆ ಆಯೋಜಿಸಿರುವ ಜಾತ್ರೆಯ ಮತ್ತು ಇತರೆ ಧಾರ್ಮಿಕ ಪುರೋಹಿತಶಾಹಿ ಆಚರಣೆಗಳನ್ನು ಕೂಡಲೇ ರದ್ದುಗೊಳಿಸಿ ಮ್ಯಾಸನಾಯಕ ಬುಡಕಟ್ಟು ಜನರಿಗೆ ಉಳಿಸಿಕೊಂಡು ಬಂದ ಧಾರ್ಮಿಕ ಸಂಸ್ಕೃತಿಯನ್ನು ಉಳಿಸಿ ಮ್ಯಾಸನಾಯಕ ಬುಡಕಟ್ಟು ಜನರ ಸ್ವಂತಿಕೆಯ ಧಾರ್ಮಿಕ ಭಾವನೆಗಳಿಗೆ ಧಕ್ಕೆಯಾಗದಂತೆ ಕ್ರಮ ಕೈಗೊಳ್ಳುವಂತೆ ಒತ್ತಾಯಿಸಿ ಮನವಿ ಸಲ್ಲಿಸಲಾಯಿತು. ಮ್ಯಾಸನಾಯಕ ಬುಡಕಟ್ಟು ಸಮುದಾಯದ ಬುಡಕಟ್ಟು ಸಂಸ್ಕೃತಿ, ಸಂಪ್ರದಾಯ, ಆಚರಣೆ, ಕಲೆಗಳನ್ನು ಉಳಿಸುವ ಮತ್ತು ಸಂರಕ್ಷಿಸಬೇಕು ಎಂದು ಮನವಿ ಪತ್ರದಲ್ಲಿ ತಿಳಿಸಿದ್ದಾರೆ. ವೈದಿಕ ಮತ್ತು ಪುರೋಹಿತಶಾಹಿ ಧರ್ಮದ ಆಚರಣೆಗಳನ್ನು ದೇವರ ಹೆಸರಿನಲ್ಲಿ ಬುಡಕಟ್ಟು ಜನರ ಮೇಲೆ ಹೇರುತ್ತಿರುವುದು ಸರಿಯಲ್ಲ ಎಂದರು. ಈ ಸಂದರ್ಭದಲ್ಲಿ ಮುಖಂಡರು, ಗ್ರಾಮಸ್ಥರು ಉಪಸ್ಥಿತರಿದ್ದರು. <box>236 230 346 382</box>
story-body: ಕಾನೂನಿನ ಅಜ್ಞಾನಕ್ಕೆ ಕ್ಷಮೆಯಿಲ್ಲ. ಆದ್ದರಿಂದ ತಮಗೆ ಅನ್ವಯಿಸುವ ಕಾನೂನುಗಳನ್ನು ಪ್ರತಿಯೊಬ್ಬರೂ ತಿಳಿದುಕೊಳ್ಳಬೇಕು ಎಂದು ಜಿಲ್ಲಾ ಕಾನೂನು ಸೇವಾ ಪ್ರಾಧಿಕಾರದ ಸದಸ್ಯ ಕಾರ್ಯದರ್ಶಿ ಹೇಳಿದರು. ಕಠಿಣ ಕಾಯ್ದೆಗಳ ಜೊತೆಗೆ ರಕ್ಷಣಾತ್ಮಕ ಕಾನೂನುಗಳೂ ಇವೆ. ಲೋಕ ಅದಾಲತ್ ಮೂಲಕ ಪ್ರಕರಣಗಳನ್ನು ರಾಜಿ ಸಂಧಾನದ ಮೂಲಕ ಇತ್ಯರ್ಥಪಡಿಸಿಕೊಳ್ಳಬಹುದು. ಉಚಿತ ಕಾನೂನು ನೆರವು ಪಡೆಯಲು ಪ್ರಾಧಿಕಾರವನ್ನು ಸಂಪರ್ಕಿಸಬಹುದು. ಮಹಿಳೆಯರು, ಮಕ್ಕಳು, ಹಿರಿಯ ನಾಗರಿಕರು, ಪರಿಶಿಷ್ಟ ಜಾತಿ ಮತ್ತು ಪಂಗಡದವರು ಉಚಿತ ಕಾನೂನು ನೆರವಿಗೆ ಅರ್ಹರಾಗಿರುತ್ತಾರೆ. ಪೊಲೀಸ್ ಇಲಾಖೆ, ಅಧಿಕಾರಿಗಳು, ನ್ಯಾಯವಾದಿಗಳು, ಸಾರ್ವಜನಿಕರು ಕಾರ್ಯಕ್ರಮದಲ್ಲಿ ಪಾಲ್ಗೊಂಡಿದ್ದರು. ಸಂವಿಧಾನ ನೀಡಿರುವ ಮೂಲಭೂತ ಹಕ್ಕುಗಳು ಮತ್ತು ಕರ್ತವ್ಯಗಳ ಬಗ್ಗೆ ಅರಿವು ಹೊಂದಬೇಕು. ಸೈಬರ್ ಅಪರಾಧಗಳ ಬಗ್ಗೆ ಎಚ್ಚರದಿಂದಿರಬೇಕು ಎಂದರು. <box>4 1023 116 1166</box>
notice-header: ಕರ್ನಾಟಕ ನಗರ ನೀರು ಸರಬರಾಜು ಮತ್ತು ಒಳಚರಂಡಿ ಮಂಡಳಿ, ಕಾರ್ಯಪಾಲಕ ಅಭಿಯಂತರರ ವಿಭಾಗ, ಕಚೇರಿ ಕೋಟೆ, ಬಳ್ಳಾರಿ-583 102. <box>391 1267 676 1284</box>
registration-mark <box>888 1492 900 1504</box>
table-cell: ರೂ. 12,00,000/- <box>802 1401 886 1412</box>
masthead-logo-icon <box>383 7 393 17</box>
story-body-col4: ಆಂಧ್ರದ ದಾಸರಪೇಟ ಶಕ್ತಿ ಪೀಠದ ಸಾನಿಧ್ಯದಲ್ಲಿ ಮಾತನಾಡಿದ ಶ್ರೀಗಳು ರಾಜ್ಯ ಸರ್ಕಾರದ ಶಕ್ತಿ ಯೋಜನೆ ಹಾಗೂ ಗೃಹ ಲಕ್ಷ್ಮೀ ಯೋಜನೆಯಿಂದ ರಾಜ್ಯದ ಧಾರ್ಮಿಕ ಕ್ಷೇತ್ರಗಳ ಹುಂಡಿಗಳು ತುಂಬುತ್ತಿವೆ. ಮಹಿಳೆಯರು ಉಚಿತ ಬಸ್ ಪ್ರಯಾಣದ ಮೂಲಕ ದೇವಾಲಯಗಳಿಗೆ ಭೇಟಿ ನೀಡಿ ತಮ್ಮ ಇಷ್ಟಾರ್ಥಗಳನ್ನು ಈಡೇರಿಸಿಕೊಳ್ಳುತ್ತಿದ್ದಾರೆ. ಗ್ಯಾರಂಟಿ ಯೋಜನೆಗಳು ಬಡವರ ಬದುಕಿಗೆ ಬೆಳಕಾಗಿವೆ ಎಂದರು. ಕಾರ್ಯಕ್ರಮದಲ್ಲಿ ಸಾಂಸ್ಕೃತಿಕ ಕಲಾವಿದರನ್ನು ಸನ್ಮಾನಿಸಲಾಯಿತು. ಸಮಾಜದ ಮುಖಂಡರು, ಭಕ್ತರು, ಜನಪ್ರತಿನಿಧಿಗಳು ಭಾಗವಹಿಸಿದ್ದರು. ಸರ್ಕಾರದ ಯೋಜನೆಗಳು ಜನರ ಆರ್ಥಿಕ ಸ್ಥಿತಿಯನ್ನು ಸುಧಾರಿಸಿವೆ ಎಂದು ಅಭಿಪ್ರಾಯಪಟ್ಟರು. ಶಿಕ್ಷಣಕ್ಕೆ ಹೆಚ್ಚಿನ ಒತ್ತು ನೀಡಬೇಕು, ಮಕ್ಕಳನ್ನು ಸುಸಂಸ್ಕೃತರನ್ನಾಗಿ ಬೆಳೆಸಬೇಕು ಎಂದು ಕರೆ ನೀಡಿದರು. <box>356 826 468 951</box>
story-body-col3: ಪಟ್ಟಣದ ಪುರಸಭೆ ಕಾರ್ಯಾಲಯದಲ್ಲಿ 2025-26 ನೇ ಸಾಲಿನ ಆಯವ್ಯಯದ ಅನುದಾನದ ಬಜೆಟ್ ಬಗ್ಗೆ ಸಾರ್ವಜನಿಕರ ಪೂರ್ವಭಾವಿ ಸಭೆಯನ್ನು ಆಯೋಜಿಸಲಾಗಿತ್ತು. ಈ ಸಭೆಯ ಅಧ್ಯಕ್ಷತೆಯನ್ನು ಪುರಸಭೆ ಅಧ್ಯಕ್ಷರು ವಹಿಸಿದ್ದರು. 2025-26 ನೇ ಸಾಲಿಗೆ ನಿರೀಕ್ಷಿತ ಆದಾಯ 24.14 ಕೋಟಿ ರೂ. ಗಳಾಗಿದ್ದು ರಾಜ್ಯ ಸರ್ಕಾರದ ಅನುದಾನ, ಎಸ್ಎಫ್‌ಸಿ ಅನುದಾನ, 15 ನೇ ಹಣಕಾಸು ಯೋಜನೆ ಅನುದಾನ ಸೇರಿದಂತೆ ಒಟ್ಟು 1.22 ಕೋಟಿ ರೂ. ಉಳಿತಾಯ ಬಜೆಟ್ ಮಂಡಿಸಲಾಯಿತು. ನೀರು ಸರಬರಾಜು, ರಸ್ತೆ ಅಭಿವೃದ್ಧಿ, ಚರಂಡಿ ನಿರ್ಮಾಣ ಹಾಗೂ ಬೀದಿ ದೀಪಗಳಿಗೆ ಹೆಚ್ಚಿನ ಅನುದಾನ ಮೀಸಲಿರಿಸಲಾಗಿದೆ. ಸಾರ್ವಜನಿಕರು ತಮ್ಮ ಸಲಹೆಗಳನ್ನು ನೀಡಿದರು. ಮುಖ್ಯಾಧಿಕಾರಿಗಳು, ಸದಸ್ಯರು, ಸಿಬ್ಬಂದಿ ವರ್ಗದವರು ಹಾಜರಿದ್ದರು. ಉದ್ಯಾನವನಗಳ ಅಭಿವೃದ್ಧಿ, ಸ್ವಚ್ಛತೆ ಹಾಗೂ ಕುಡಿಯುವ ನೀರಿನ ಸಮಸ್ಯೆ ಬಗೆಹರಿಸುವ ಕುರಿತು ಚರ್ಚಿಸಲಾಯಿತು. <box>646 232 788 348</box>
story-headline: ಸೈಕಲ್ ಮತ್ತು ಕಾಲುನಡಿಗೆ ಜಾಥಾ <box>352 371 590 396</box>
story-headline-line1: ಶಕ್ತಿ ಯೋಜನೆ, ಗೃಹ ಲಕ್ಷ್ಮೀ ಹಣದಿಂದ ಧಾರ್ಮಿಕ ಸ್ಥಳಗಳ <box>134 645 460 664</box>
story-body: ಪಟ್ಟಣದ ಪುರಸಭೆ ಕಾರ್ಯಾಲಯದಲ್ಲಿ 2025-26 ನೇ ಸಾಲಿನ ಆಯವ್ಯಯದ ಅನುದಾನದ ಬಜೆಟ್ ಬಗ್ಗೆ ಸಾರ್ವಜನಿಕರ ಪೂರ್ವಭಾವಿ ಸಭೆಯನ್ನು ಆಯೋಜಿಸಲಾಗಿತ್ತು. ಈ ಸಭೆಯ ಅಧ್ಯಕ್ಷತೆಯನ್ನು ಪುರಸಭೆ ಅಧ್ಯಕ್ಷರು ವಹಿಸಿದ್ದರು. 2025-26 ನೇ ಸಾಲಿಗೆ ನಿರೀಕ್ಷಿತ ಆದಾಯ 24.14 ಕೋಟಿ ರೂ. ಗಳಾಗಿದ್ದು ರಾಜ್ಯ ಸರ್ಕಾರದ ಅನುದಾನ, ಎಸ್ಎಫ್‌ಸಿ ಅನುದಾನ, 15 ನೇ ಹಣಕಾಸು ಯೋಜನೆ ಅನುದಾನ ಸೇರಿದಂತೆ ಒಟ್ಟು 1.22 ಕೋಟಿ ರೂ. ಉಳಿತಾಯ ಬಜೆಟ್ ಮಂಡಿಸಲಾಯಿತು. ನೀರು ಸರಬರಾಜು, ರಸ್ತೆ ಅಭಿವೃದ್ಧಿ, ಚರಂಡಿ ನಿರ್ಮಾಣ ಹಾಗೂ ಬೀದಿ ದೀಪಗಳಿಗೆ ಹೆಚ್ಚಿನ ಅನುದಾನ ಮೀಸಲಿರಿಸಲಾಗಿದೆ. ಸಾರ್ವಜನಿಕರು ತಮ್ಮ ಸಲಹೆಗಳನ್ನು ನೀಡಿದರು. ಮುಖ್ಯಾಧಿಕಾರಿಗಳು, ಸದಸ್ಯರು, ಸಿಬ್ಬಂದಿ ವರ್ಗದವರು ಹಾಜರಿದ್ದರು. ಉದ್ಯಾನವನಗಳ ಅಭಿವೃದ್ಧಿ, ಸ್ವಚ್ಛತೆ ಹಾಗೂ ಕುಡಿಯುವ ನೀರಿನ ಸಮಸ್ಯೆ ಬಗೆಹರಿಸುವ ಕುರಿತು ಚರ್ಚಿಸಲಾಯಿತು. <box>352 119 492 234</box>
table-cell: 2 <box>706 1412 738 1423</box>
story-byline: ಕನ್ನಡನಾಡು ವಾರ್ತೆ <box>4 230 44 239</box>
story-byline: ಕನ್ನಡನಾಡು ವಾರ್ತೆ <box>596 1009 636 1018</box>
